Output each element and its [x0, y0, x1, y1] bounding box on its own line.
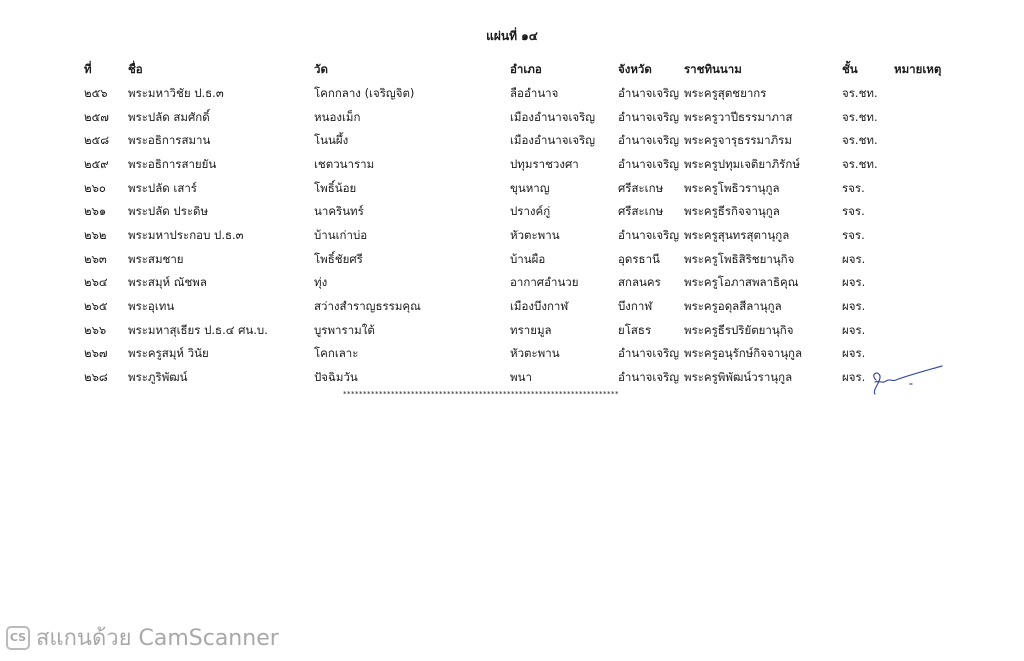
cell-district: เมืองอำนาจเจริญ: [510, 133, 596, 148]
cell-name: พระอธิการสายยัน: [128, 156, 217, 171]
cell-district: ขุนหาญ: [510, 180, 550, 195]
cell-title: พระครูโพธิสิริชยานุกิจ: [684, 251, 795, 266]
table-row: [82, 295, 962, 319]
cell-temple: บ้านเก่าบ่อ: [314, 227, 368, 242]
cell-temple: ปัจฉิมวัน: [314, 370, 358, 385]
sheet-title: แผ่นที่ ๑๔: [486, 29, 538, 43]
table-row: [82, 224, 962, 248]
cell-name: พระอุเทน: [128, 299, 175, 314]
cell-rank: ผจร.: [842, 299, 866, 314]
cell-name: พระมหาวิชัย ป.ธ.๓: [128, 85, 224, 100]
cell-remarks: [892, 248, 962, 272]
cell-district: ปทุมราชวงศา: [510, 156, 579, 171]
table-row: [82, 153, 962, 177]
cell-remarks: [892, 129, 962, 153]
cell-title: พระครูสุตชยากร: [684, 85, 767, 100]
col-header-district: อำเภอ: [510, 62, 542, 76]
cell-number: ๒๖๓: [84, 251, 107, 266]
camscanner-watermark: [6, 620, 279, 655]
cell-temple: โคกกลาง (เจริญจิต): [314, 85, 415, 100]
cell-remarks: [892, 177, 962, 201]
cell-district: ทรายมูล: [510, 322, 552, 337]
cell-province: อำนาจเจริญ: [618, 156, 680, 171]
cell-temple: โนนผึ้ง: [314, 133, 349, 148]
signature-icon: [866, 360, 946, 396]
watermark-label: สแกนด้วย CamScanner: [36, 626, 279, 651]
cell-temple: บูรพารามใต้: [314, 322, 375, 337]
cell-name: พระสมุห์ ณัชพล: [128, 275, 207, 290]
cell-rank: ผจร.: [842, 322, 866, 337]
cell-rank: จร.ชท.: [842, 109, 878, 124]
cell-province: อุดรธานี: [618, 251, 660, 266]
cell-number: ๒๕๘: [84, 133, 110, 148]
cell-name: พระปลัด สมศักดิ์: [128, 109, 210, 124]
col-header-rank: ชั้น: [842, 62, 858, 76]
cell-name: พระอธิการสมาน: [128, 133, 211, 148]
cell-title: พระครูอนุรักษ์กิจจานุกูล: [684, 346, 803, 361]
cell-province: ศรีสะเกษ: [618, 204, 664, 219]
cell-name: พระปลัด ประดิษ: [128, 204, 209, 219]
cell-district: หัวตะพาน: [510, 227, 560, 242]
cell-district: พนา: [510, 370, 532, 385]
cell-number: ๒๖๗: [84, 346, 108, 361]
cell-rank: รจร.: [842, 180, 865, 195]
cell-number: ๒๖๘: [84, 370, 108, 385]
col-header-remarks: หมายเหตุ: [894, 62, 942, 76]
col-header-temple: วัด: [314, 62, 328, 76]
table-row: [82, 200, 962, 224]
cell-province: อำนาจเจริญ: [618, 370, 680, 385]
cell-remarks: [892, 153, 962, 177]
cell-temple: โพธิ์ชัยศรี: [314, 251, 363, 266]
cell-rank: จร.ชท.: [842, 156, 878, 171]
cell-district: บ้านผือ: [510, 251, 546, 266]
cell-rank: ผจร.: [842, 275, 866, 290]
cell-remarks: [892, 224, 962, 248]
table-row: [82, 272, 962, 296]
table-row: [82, 129, 962, 153]
cell-province: สกลนคร: [618, 275, 661, 290]
cell-province: อำนาจเจริญ: [618, 85, 680, 100]
cell-number: ๒๖๕: [84, 299, 108, 314]
cell-district: เมืองอำนาจเจริญ: [510, 109, 596, 124]
cell-title: พระครูปทุมเจติยาภิรักษ์: [684, 156, 800, 171]
table-row: [82, 177, 962, 201]
cell-number: ๒๖๐: [84, 180, 106, 195]
cell-rank: รจร.: [842, 204, 865, 219]
table-row: [82, 106, 962, 130]
cell-title: พระครูอดุลสีลานุกูล: [684, 299, 782, 314]
cell-district: เมืองบึงกาฬ: [510, 299, 569, 314]
table-row: [82, 319, 962, 343]
cell-province: ศรีสะเกษ: [618, 180, 664, 195]
cell-title: พระครูสุนทรสุตานุกูล: [684, 227, 790, 242]
col-header-name: ชื่อ: [128, 62, 143, 76]
cell-number: ๒๖๖: [84, 322, 107, 337]
cell-name: พระครูสมุห์ วินัย: [128, 346, 209, 361]
cell-temple: โพธิ์น้อย: [314, 180, 357, 195]
cell-name: พระภูริพัฒน์: [128, 370, 188, 385]
cell-number: ๒๖๒: [84, 227, 107, 242]
cell-rank: จร.ชท.: [842, 133, 878, 148]
cell-name: พระมหาสุเธียร ป.ธ.๔ ศน.บ.: [128, 322, 268, 337]
header-row: [82, 58, 962, 82]
cell-number: ๒๕๙: [84, 156, 109, 171]
col-header-number: ที่: [84, 62, 92, 76]
cell-province: อำนาจเจริญ: [618, 109, 680, 124]
roster-table: [82, 58, 962, 390]
cell-district: ปรางค์กู่: [510, 204, 551, 219]
table-row: [82, 343, 962, 367]
cell-number: ๒๖๑: [84, 204, 107, 219]
cell-remarks: [892, 319, 962, 343]
cell-temple: เชตวนาราม: [314, 156, 375, 171]
table-row: [82, 248, 962, 272]
cell-district: หัวตะพาน: [510, 346, 560, 361]
cell-name: พระปลัด เสาร์: [128, 180, 197, 195]
cell-title: พระครูธีรกิจจานุกูล: [684, 204, 780, 219]
camscanner-logo-icon: CS: [6, 626, 30, 650]
cell-remarks: [892, 295, 962, 319]
cell-title: พระครูโอภาสพลาธิคุณ: [684, 275, 799, 290]
cell-remarks: [892, 200, 962, 224]
cell-title: พระครูพิพัฒน์วรานุกูล: [684, 370, 793, 385]
cell-province: บึงกาฬ: [618, 299, 653, 314]
cell-rank: จร.ชท.: [842, 85, 878, 100]
cell-number: ๒๖๔: [84, 275, 108, 290]
cell-title: พระครูโพธิวรานุกูล: [684, 180, 780, 195]
cell-name: พระมหาประกอบ ป.ธ.๓: [128, 227, 244, 242]
cell-province: อำนาจเจริญ: [618, 346, 680, 361]
cell-number: ๒๕๖: [84, 85, 108, 100]
cell-temple: หนองเม็ก: [314, 109, 361, 124]
cell-province: ยโสธร: [618, 322, 652, 337]
table-row: [82, 82, 962, 106]
cell-remarks: [892, 272, 962, 296]
cell-rank: ผจร.: [842, 346, 866, 361]
cell-rank: รจร.: [842, 227, 865, 242]
cell-name: พระสมชาย: [128, 251, 184, 266]
cell-temple: สว่างสำราญธรรมคุณ: [314, 299, 421, 314]
cell-remarks: [892, 106, 962, 130]
table-row: [82, 366, 962, 390]
cell-rank: ผจร.: [842, 370, 866, 385]
col-header-province: จังหวัด: [618, 62, 652, 76]
cell-title: พระครูวาปีธรรมาภาส: [684, 109, 793, 124]
cell-number: ๒๕๗: [84, 109, 109, 124]
cell-district: ลืออำนาจ: [510, 85, 559, 100]
cell-temple: นาครินทร์: [314, 204, 364, 219]
col-header-title: ราชทินนาม: [684, 62, 742, 76]
cell-province: อำนาจเจริญ: [618, 133, 680, 148]
cell-rank: ผจร.: [842, 251, 866, 266]
cell-province: อำนาจเจริญ: [618, 227, 680, 242]
cell-remarks: [892, 82, 962, 106]
cell-temple: ทุ่ง: [314, 275, 328, 290]
cell-temple: โคกเลาะ: [314, 346, 359, 361]
cell-title: พระครูธีรปริยัตยานุกิจ: [684, 322, 794, 337]
end-marker: *********************************************************************: [343, 390, 619, 398]
cell-district: อากาศอำนวย: [510, 275, 579, 290]
cell-title: พระครูจารุธรรมาภิรม: [684, 133, 792, 148]
